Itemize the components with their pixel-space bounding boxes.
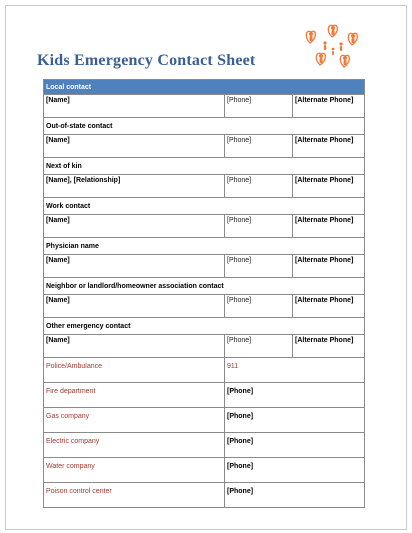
page-title: Kids Emergency Contact Sheet <box>37 52 256 69</box>
phone-field[interactable]: [Phone] <box>225 255 293 278</box>
section-header-row <box>44 158 365 175</box>
service-row <box>44 483 365 508</box>
service-row <box>44 383 365 408</box>
service-phone[interactable]: [Phone] <box>225 458 293 483</box>
alternate-phone-field[interactable]: [Alternate Phone] <box>293 135 365 158</box>
family-hearts-logo <box>302 23 364 73</box>
alternate-phone-field[interactable]: [Alternate Phone] <box>293 255 365 278</box>
name-field[interactable]: [Name] <box>44 255 225 278</box>
service-name: Poison control center <box>44 483 225 508</box>
section-header: Next of kin <box>44 158 365 175</box>
emergency-contact-table <box>43 79 365 508</box>
name-field[interactable]: [Name] <box>44 335 225 358</box>
section-header: Out-of-state contact <box>44 118 365 135</box>
name-field[interactable]: [Name] <box>44 95 225 118</box>
service-name: Electric company <box>44 433 225 458</box>
service-empty-cell <box>293 458 365 483</box>
service-phone[interactable]: 911 <box>225 358 293 383</box>
name-field[interactable]: [Name] <box>44 135 225 158</box>
service-phone[interactable]: [Phone] <box>225 433 293 458</box>
section-header: Physician name <box>44 238 365 255</box>
service-row <box>44 458 365 483</box>
service-name: Police/Ambulance <box>44 358 225 383</box>
alternate-phone-field[interactable]: [Alternate Phone] <box>293 295 365 318</box>
section-header: Work contact <box>44 198 365 215</box>
service-phone[interactable]: [Phone] <box>225 383 293 408</box>
contact-row <box>44 175 365 198</box>
service-empty-cell <box>293 433 365 458</box>
alternate-phone-field[interactable]: [Alternate Phone] <box>293 215 365 238</box>
alternate-phone-field[interactable]: [Alternate Phone] <box>293 335 365 358</box>
service-row <box>44 433 365 458</box>
contact-row <box>44 135 365 158</box>
service-empty-cell <box>293 358 365 383</box>
service-row <box>44 358 365 383</box>
phone-field[interactable]: [Phone] <box>225 175 293 198</box>
phone-field[interactable]: [Phone] <box>225 135 293 158</box>
section-header: Local contact <box>44 80 365 95</box>
contact-row <box>44 295 365 318</box>
name-field[interactable]: [Name], [Relationship] <box>44 175 225 198</box>
service-name: Gas company <box>44 408 225 433</box>
alternate-phone-field[interactable]: [Alternate Phone] <box>293 175 365 198</box>
section-header-row <box>44 318 365 335</box>
contact-row <box>44 215 365 238</box>
contact-row <box>44 255 365 278</box>
service-empty-cell <box>293 483 365 508</box>
section-header-row <box>44 238 365 255</box>
contact-row <box>44 95 365 118</box>
phone-field[interactable]: [Phone] <box>225 95 293 118</box>
phone-field[interactable]: [Phone] <box>225 295 293 318</box>
section-header-row <box>44 118 365 135</box>
contact-row <box>44 335 365 358</box>
section-header: Neighbor or landlord/homeowner association contact <box>44 278 365 295</box>
service-name: Water company <box>44 458 225 483</box>
phone-field[interactable]: [Phone] <box>225 335 293 358</box>
name-field[interactable]: [Name] <box>44 215 225 238</box>
service-empty-cell <box>293 383 365 408</box>
phone-field[interactable]: [Phone] <box>225 215 293 238</box>
section-header-row <box>44 198 365 215</box>
service-phone[interactable]: [Phone] <box>225 483 293 508</box>
alternate-phone-field[interactable]: [Alternate Phone] <box>293 95 365 118</box>
section-header-row <box>44 278 365 295</box>
service-row <box>44 408 365 433</box>
service-empty-cell <box>293 408 365 433</box>
name-field[interactable]: [Name] <box>44 295 225 318</box>
section-header-row <box>44 80 365 95</box>
service-phone[interactable]: [Phone] <box>225 408 293 433</box>
section-header: Other emergency contact <box>44 318 365 335</box>
service-name: Fire department <box>44 383 225 408</box>
